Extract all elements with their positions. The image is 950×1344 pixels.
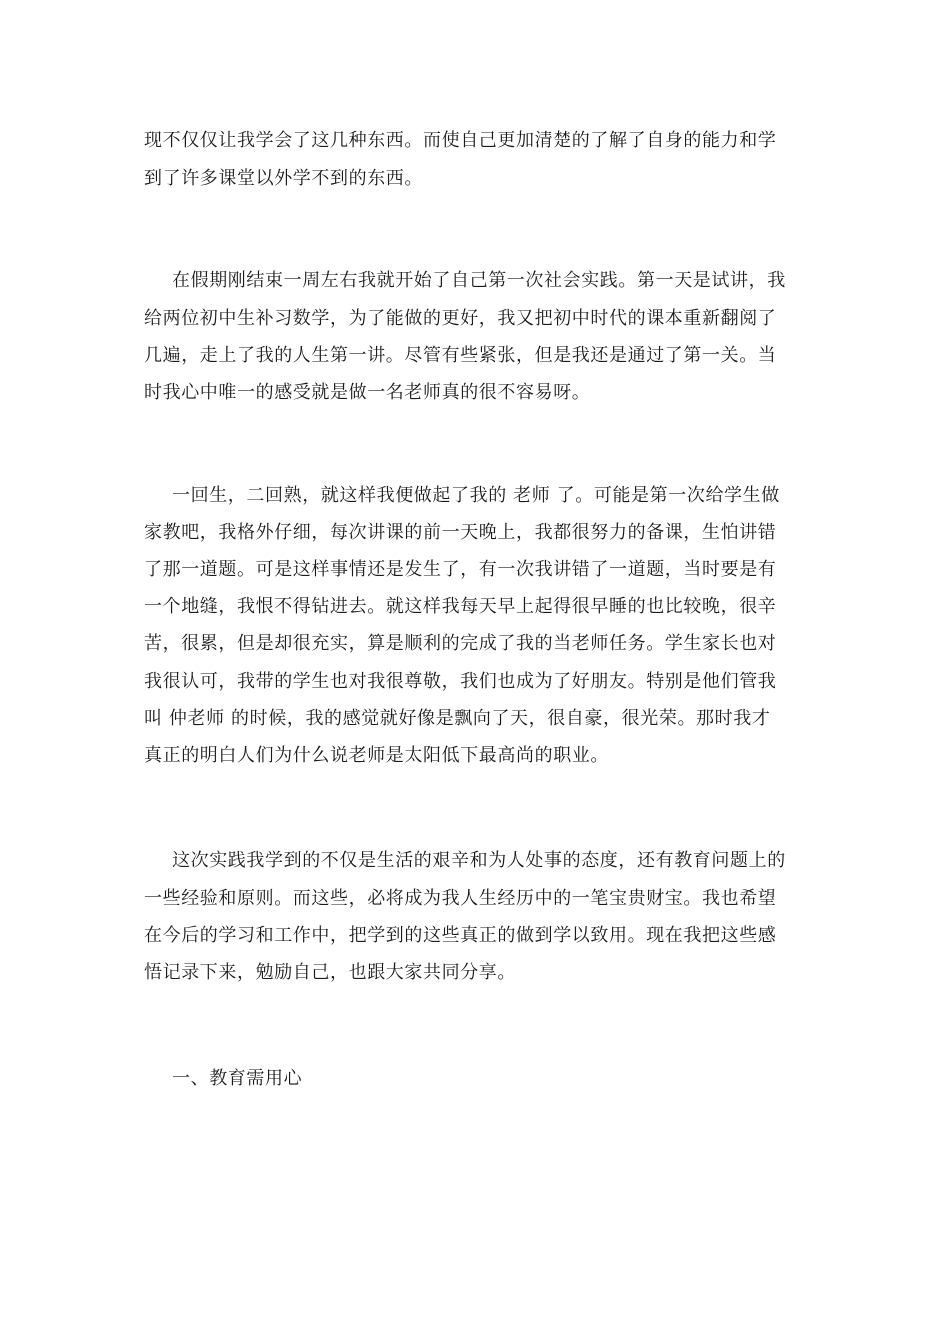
text-line: 在今后的学习和工作中，把学到的这些真正的做到学以致用。现在我把这些感 (144, 925, 777, 946)
text-line: 在假期刚结束一周左右我就开始了自己第一次社会实践。第一天是试讲，我 (172, 270, 786, 291)
text-line: 一些经验和原则。而这些，必将成为我人生经历中的一笔宝贵财宝。我也希望 (144, 888, 777, 909)
text-line: 真正的明白人们为什么说老师是太阳低下最高尚的职业。 (144, 745, 609, 766)
text-line: 这次实践我学到的不仅是生活的艰辛和为人处事的态度，还有教育问题上的 (172, 850, 786, 871)
text-line: 家教吧，我格外仔细，每次讲课的前一天晚上，我都很努力的备课，生怕讲错 (144, 522, 777, 543)
text-line: 悟记录下来，勉励自己，也跟大家共同分享。 (144, 962, 516, 983)
text-line: 现不仅仅让我学会了这几种东西。而使自己更加清楚的了解了自身的能力和学 (144, 130, 777, 151)
text-line: 到了许多课堂以外学不到的东西。 (144, 168, 423, 189)
text-line: 了那一道题。可是这样事情还是发生了，有一次我讲错了一道题，当时要是有 (144, 559, 777, 580)
text-line: 叫 仲老师 的时候，我的感觉就好像是飘向了天，很自豪，很光荣。那时我才 (144, 708, 771, 729)
text-line: 一个地缝，我恨不得钻进去。就这样我每天早上起得很早睡的也比较晚，很辛 (144, 596, 777, 617)
text-line: 几遍，走上了我的人生第一讲。尽管有些紧张，但是我还是通过了第一关。当 (144, 345, 777, 366)
text-line: 时我心中唯一的感受就是做一名老师真的很不容易呀。 (144, 382, 591, 403)
heading-text: 一、教育需用心 (172, 1068, 303, 1089)
text-line: 一回生，二回熟，就这样我便做起了我的 老师 了。可能是第一次给学生做 (172, 485, 780, 506)
text-line: 苦，很累，但是却很充实，算是顺利的完成了我的当老师任务。学生家长也对 (144, 633, 777, 654)
text-line: 给两位初中生补习数学，为了能做的更好，我又把初中时代的课本重新翻阅了 (144, 308, 777, 329)
text-line: 我很认可，我带的学生也对我很尊敬，我们也成为了好朋友。特别是他们管我 (144, 671, 777, 692)
